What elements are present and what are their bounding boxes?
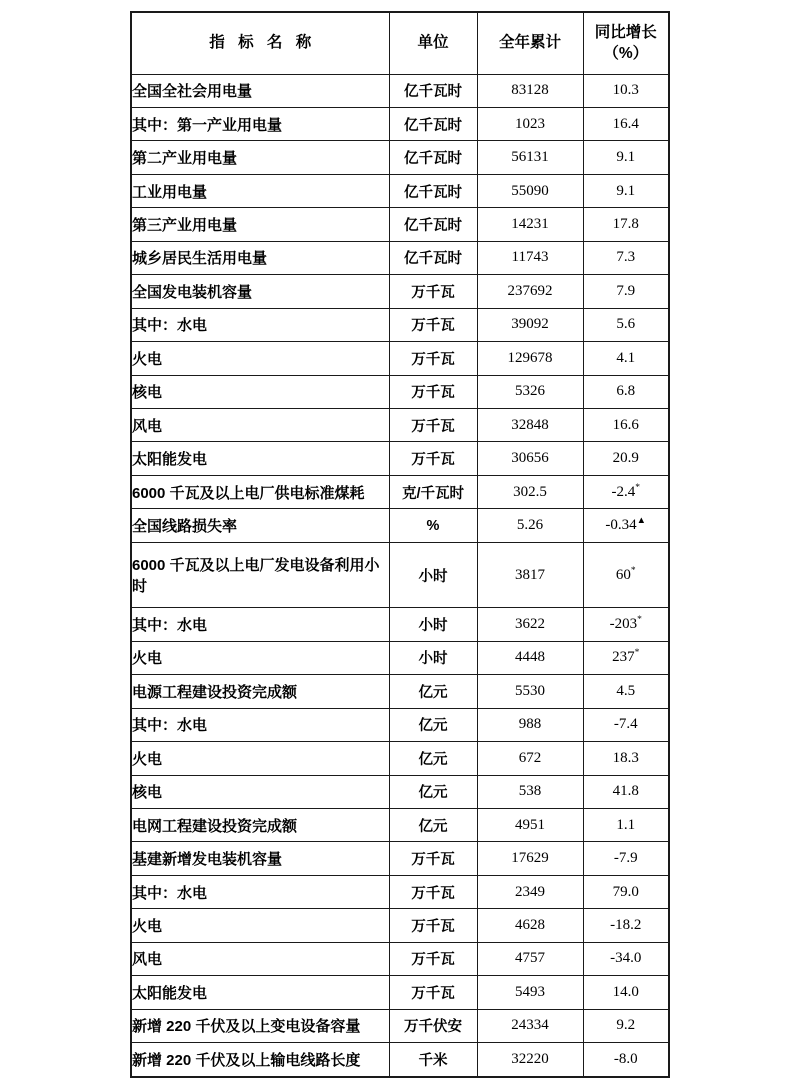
table-row — [131, 241, 669, 274]
electricity-statistics-table — [130, 11, 670, 1078]
yoy-growth-cell — [583, 708, 669, 741]
yoy-growth-value: 20.9 — [612, 450, 639, 467]
indicator-name-cell: 全国线路损失率 — [131, 509, 389, 542]
annual-total-cell: 32848 — [477, 409, 583, 442]
annual-total-cell: 17629 — [477, 842, 583, 875]
yoy-growth-cell — [583, 775, 669, 808]
yoy-growth-value: 7.3 — [616, 249, 636, 266]
yoy-growth-value: 1.1 — [616, 816, 636, 833]
yoy-growth-value: 16.4 — [612, 115, 639, 132]
table-row — [131, 875, 669, 908]
annual-total-cell: 672 — [477, 742, 583, 775]
annual-total-cell: 11743 — [477, 241, 583, 274]
unit-cell: 万千伏安 — [389, 1009, 477, 1042]
yoy-growth-value: 4.5 — [616, 682, 636, 699]
annual-total-cell: 5530 — [477, 675, 583, 708]
column-header-indicator-name: 指 标 名 称 — [131, 12, 389, 74]
table-row — [131, 475, 669, 508]
yoy-growth-cell — [583, 107, 669, 140]
yoy-growth-value: 6.8 — [616, 383, 636, 400]
unit-cell: 千米 — [389, 1043, 477, 1077]
unit-cell: 亿千瓦时 — [389, 74, 477, 107]
indicator-name-cell: 太阳能发电 — [131, 976, 389, 1009]
yoy-growth-cell — [583, 174, 669, 207]
yoy-growth-cell — [583, 509, 669, 542]
indicator-name-cell: 火电 — [131, 342, 389, 375]
table-row — [131, 742, 669, 775]
yoy-growth-value: -7.4 — [613, 716, 638, 733]
unit-cell: 小时 — [389, 542, 477, 607]
unit-cell: 万千瓦 — [389, 909, 477, 942]
table-body — [131, 74, 669, 1077]
annual-total-cell: 3622 — [477, 608, 583, 641]
table-row — [131, 442, 669, 475]
yoy-growth-cell — [583, 1009, 669, 1042]
table-row — [131, 775, 669, 808]
annual-total-cell: 32220 — [477, 1043, 583, 1077]
growth-superscript-marker: * — [630, 565, 636, 576]
yoy-growth-cell — [583, 1043, 669, 1077]
table-row — [131, 542, 669, 607]
yoy-growth-value: 16.6 — [612, 416, 639, 433]
table-row — [131, 208, 669, 241]
table-row — [131, 842, 669, 875]
yoy-growth-cell — [583, 308, 669, 341]
table-row — [131, 107, 669, 140]
yoy-growth-cell — [583, 542, 669, 607]
unit-cell: 万千瓦 — [389, 375, 477, 408]
unit-cell: 亿元 — [389, 808, 477, 841]
unit-cell: 克/千瓦时 — [389, 475, 477, 508]
yoy-growth-cell — [583, 74, 669, 107]
table-row — [131, 308, 669, 341]
yoy-growth-cell — [583, 141, 669, 174]
unit-cell: 万千瓦 — [389, 308, 477, 341]
table-row — [131, 608, 669, 641]
yoy-growth-label-line2: （%） — [603, 45, 649, 63]
unit-cell: 万千瓦 — [389, 976, 477, 1009]
yoy-growth-cell — [583, 675, 669, 708]
unit-cell: 万千瓦 — [389, 442, 477, 475]
yoy-growth-cell — [583, 208, 669, 241]
annual-total-cell: 4757 — [477, 942, 583, 975]
indicator-name-cell: 第二产业用电量 — [131, 141, 389, 174]
unit-cell: 万千瓦 — [389, 942, 477, 975]
yoy-growth-cell — [583, 808, 669, 841]
yoy-growth-value: 14.0 — [612, 983, 639, 1000]
table-row — [131, 641, 669, 674]
growth-superscript-marker: * — [637, 614, 642, 625]
indicator-name-cell: 风电 — [131, 409, 389, 442]
annual-total-cell: 237692 — [477, 275, 583, 308]
yoy-growth-cell — [583, 375, 669, 408]
unit-cell: 亿元 — [389, 775, 477, 808]
annual-total-cell: 4448 — [477, 641, 583, 674]
unit-cell: 万千瓦 — [389, 275, 477, 308]
annual-total-cell: 538 — [477, 775, 583, 808]
annual-total-cell: 5493 — [477, 976, 583, 1009]
table-row — [131, 909, 669, 942]
annual-total-cell: 5.26 — [477, 509, 583, 542]
annual-total-cell: 5326 — [477, 375, 583, 408]
yoy-growth-cell — [583, 241, 669, 274]
unit-cell: 亿千瓦时 — [389, 107, 477, 140]
unit-cell: 亿元 — [389, 708, 477, 741]
unit-cell: 亿千瓦时 — [389, 241, 477, 274]
indicator-name-cell: 其中：水电 — [131, 308, 389, 341]
yoy-growth-value: -8.0 — [613, 1051, 638, 1068]
table-row — [131, 375, 669, 408]
annual-total-cell: 56131 — [477, 141, 583, 174]
yoy-growth-value: 7.9 — [616, 282, 636, 299]
annual-total-cell: 55090 — [477, 174, 583, 207]
indicator-name-cell: 基建新增发电装机容量 — [131, 842, 389, 875]
yoy-growth-cell — [583, 409, 669, 442]
indicator-name-cell: 其中：水电 — [131, 608, 389, 641]
annual-total-cell: 14231 — [477, 208, 583, 241]
yoy-growth-cell — [583, 942, 669, 975]
unit-cell: 小时 — [389, 608, 477, 641]
unit-cell: 亿元 — [389, 742, 477, 775]
indicator-name-cell: 其中：第一产业用电量 — [131, 107, 389, 140]
yoy-growth-cell — [583, 641, 669, 674]
growth-superscript-marker: * — [635, 482, 640, 493]
yoy-growth-value: -18.2 — [610, 917, 642, 934]
indicator-name-cell: 核电 — [131, 375, 389, 408]
table-row — [131, 275, 669, 308]
unit-cell: % — [389, 509, 477, 542]
annual-total-cell: 988 — [477, 708, 583, 741]
growth-superscript-marker: * — [634, 648, 640, 659]
growth-superscript-marker: ▲ — [636, 516, 647, 527]
annual-total-cell: 4628 — [477, 909, 583, 942]
indicator-name-cell: 第三产业用电量 — [131, 208, 389, 241]
yoy-growth-value: 41.8 — [612, 783, 639, 800]
table-row — [131, 675, 669, 708]
column-header-yoy-growth — [583, 12, 669, 74]
annual-total-cell: 83128 — [477, 74, 583, 107]
yoy-growth-value: 4.1 — [616, 349, 636, 366]
yoy-growth-cell — [583, 442, 669, 475]
yoy-growth-value: 5.6 — [616, 316, 636, 333]
indicator-name-cell: 工业用电量 — [131, 174, 389, 207]
yoy-growth-cell — [583, 875, 669, 908]
indicator-name-cell: 太阳能发电 — [131, 442, 389, 475]
unit-cell: 万千瓦 — [389, 342, 477, 375]
indicator-name-cell: 风电 — [131, 942, 389, 975]
yoy-growth-value: 79.0 — [612, 883, 639, 900]
annual-total-cell: 24334 — [477, 1009, 583, 1042]
table-row — [131, 74, 669, 107]
yoy-growth-label-line1: 同比增长 — [594, 23, 657, 41]
indicator-name-cell: 新增 220 千伏及以上变电设备容量 — [131, 1009, 389, 1042]
yoy-growth-value: -0.34 — [605, 517, 637, 534]
table-row — [131, 342, 669, 375]
yoy-growth-value: 9.1 — [616, 182, 636, 199]
table-row — [131, 808, 669, 841]
yoy-growth-cell — [583, 909, 669, 942]
table-row — [131, 509, 669, 542]
table-row — [131, 976, 669, 1009]
indicator-name-cell: 城乡居民生活用电量 — [131, 241, 389, 274]
yoy-growth-value: 10.3 — [612, 82, 639, 99]
yoy-growth-value: 60 — [615, 566, 631, 583]
indicator-name-cell: 火电 — [131, 641, 389, 674]
yoy-growth-value: 9.2 — [616, 1017, 636, 1034]
annual-total-cell: 30656 — [477, 442, 583, 475]
indicator-name-cell: 火电 — [131, 909, 389, 942]
annual-total-cell: 302.5 — [477, 475, 583, 508]
indicator-name-cell: 6000 千瓦及以上电厂供电标准煤耗 — [131, 475, 389, 508]
yoy-growth-value: 17.8 — [612, 216, 639, 233]
yoy-growth-value: -34.0 — [610, 950, 642, 967]
indicator-name-cell: 全国全社会用电量 — [131, 74, 389, 107]
unit-cell: 亿千瓦时 — [389, 174, 477, 207]
yoy-growth-value: -2.4 — [611, 483, 636, 500]
unit-cell: 万千瓦 — [389, 409, 477, 442]
unit-cell: 亿元 — [389, 675, 477, 708]
yoy-growth-value: 9.1 — [616, 149, 636, 166]
indicator-name-cell: 电网工程建设投资完成额 — [131, 808, 389, 841]
unit-cell: 小时 — [389, 641, 477, 674]
indicator-name-cell: 其中：水电 — [131, 708, 389, 741]
indicator-name-cell: 火电 — [131, 742, 389, 775]
annual-total-cell: 1023 — [477, 107, 583, 140]
yoy-growth-cell — [583, 475, 669, 508]
yoy-growth-cell — [583, 976, 669, 1009]
table-row — [131, 174, 669, 207]
indicator-name-cell: 电源工程建设投资完成额 — [131, 675, 389, 708]
annual-total-cell: 4951 — [477, 808, 583, 841]
unit-cell: 万千瓦 — [389, 842, 477, 875]
column-header-annual-total: 全年累计 — [477, 12, 583, 74]
unit-cell: 亿千瓦时 — [389, 141, 477, 174]
table-row — [131, 1043, 669, 1077]
indicator-name-cell: 核电 — [131, 775, 389, 808]
yoy-growth-cell — [583, 275, 669, 308]
column-header-unit: 单位 — [389, 12, 477, 74]
yoy-growth-cell — [583, 842, 669, 875]
yoy-growth-value: -203 — [609, 615, 638, 632]
indicator-name-cell: 全国发电装机容量 — [131, 275, 389, 308]
table-row — [131, 942, 669, 975]
yoy-growth-cell — [583, 342, 669, 375]
table-row — [131, 141, 669, 174]
annual-total-cell: 39092 — [477, 308, 583, 341]
yoy-growth-value: 18.3 — [612, 749, 639, 766]
unit-cell: 亿千瓦时 — [389, 208, 477, 241]
yoy-growth-value: -7.9 — [613, 850, 638, 867]
unit-cell: 万千瓦 — [389, 875, 477, 908]
yoy-growth-cell — [583, 742, 669, 775]
indicator-name-cell: 6000 千瓦及以上电厂发电设备利用小时 — [131, 542, 389, 607]
annual-total-cell: 129678 — [477, 342, 583, 375]
yoy-growth-cell — [583, 608, 669, 641]
annual-total-cell: 3817 — [477, 542, 583, 607]
table-row — [131, 1009, 669, 1042]
table-row — [131, 409, 669, 442]
table-row — [131, 708, 669, 741]
yoy-growth-value: 237 — [612, 649, 635, 666]
annual-total-cell: 2349 — [477, 875, 583, 908]
indicator-name-cell: 新增 220 千伏及以上输电线路长度 — [131, 1043, 389, 1077]
indicator-name-cell: 其中：水电 — [131, 875, 389, 908]
table-header-row — [131, 12, 669, 74]
